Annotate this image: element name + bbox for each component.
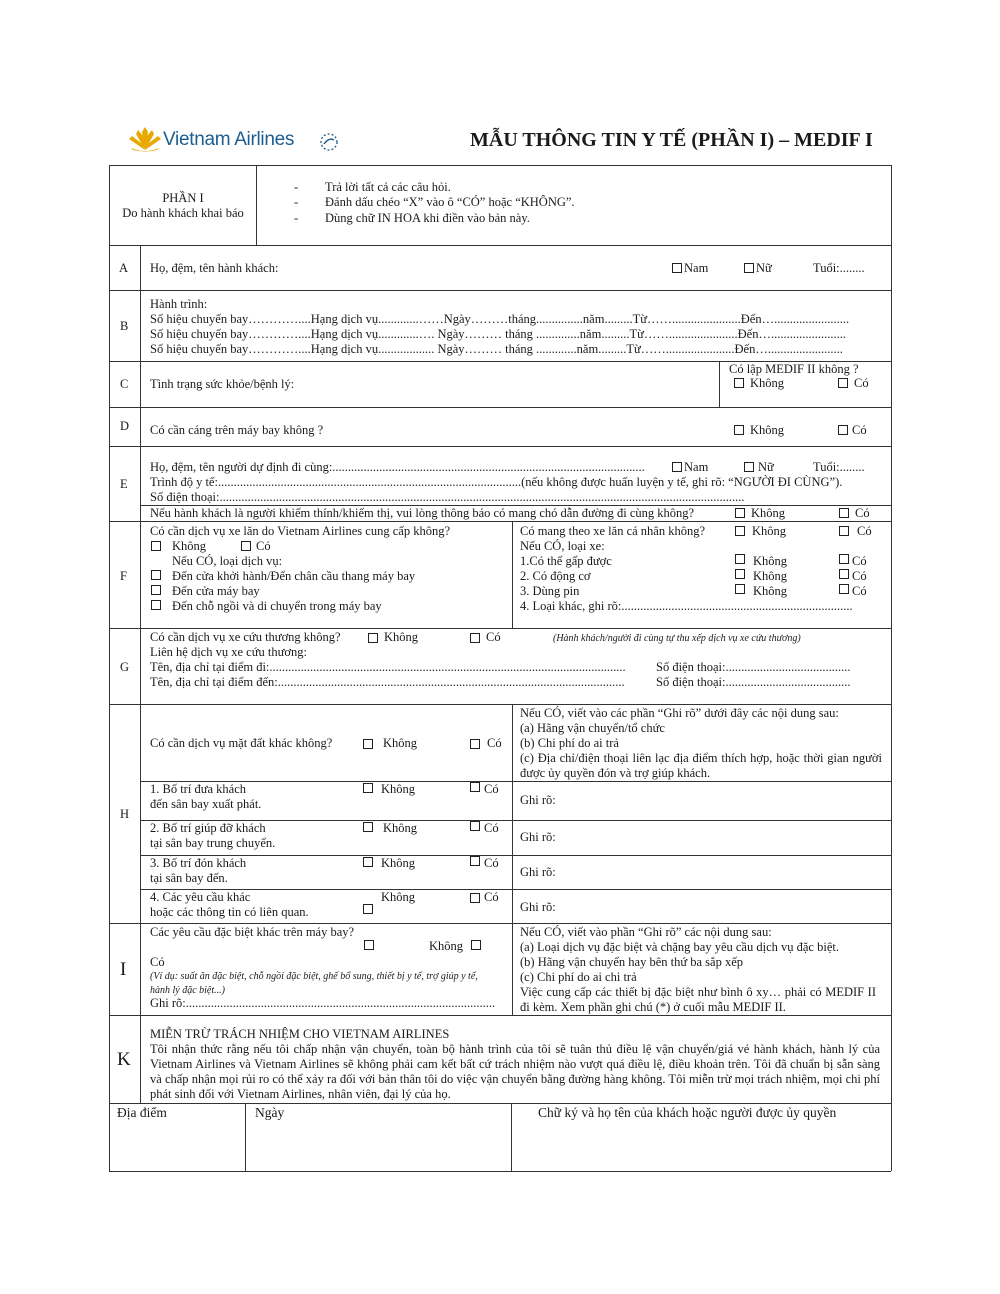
own-wheelchair-question: Có mang theo xe lăn cá nhân không? [520,524,706,538]
wheelchair-no-checkbox[interactable] [151,541,161,551]
ground-item: đến sân bay xuất phát. [150,797,262,811]
bullet: - [294,211,299,225]
section-letter: D [120,419,130,433]
no-label: Không [172,539,207,553]
stretcher-no-checkbox[interactable] [734,425,744,435]
type-no-checkbox[interactable] [735,554,745,564]
no-label: Không [750,376,785,390]
date-field[interactable]: Ngày [255,1105,285,1120]
flight-line[interactable]: Số hiệu chuyến bay…………....Hạng dịch vụ.................. Ngày……… tháng .............năm.........Từ……......................Đến…........................ [150,342,843,356]
yes-label: Có [484,856,499,870]
disclaimer-title: MIỄN TRỪ TRÁCH NHIỆM CHO VIETNAM AIRLINES [150,1027,450,1041]
special-info: Việc cung cấp các thiết bị đặc biệt như bình ô xy… phải có MEDIF II đi kèm. Xem phần ghi chú (*) ở cuối mẫu MEDIF II. [520,985,876,1014]
service-type-label: Nếu CÓ, loại dịch vụ: [172,554,283,568]
section-letter: H [120,807,130,821]
yes-label: Có [484,821,499,835]
yes-label: Có [486,630,501,644]
companion-female-checkbox[interactable] [744,462,754,472]
medif2-question: Có lập MEDIF II không ? [729,362,859,376]
no-label: Không [750,423,785,437]
arrival-phone-field[interactable]: Số điện thoại:........................................ [656,675,851,689]
instruction: Trả lời tất cả các câu hỏi. [325,180,451,194]
service-checkbox[interactable] [151,570,161,580]
yes-label: Có [487,736,502,750]
service-option: Đến cửa khởi hành/Đến chân cầu thang máy bay [172,569,416,583]
companion-male-checkbox[interactable] [672,462,682,472]
item-no-checkbox[interactable] [363,822,373,832]
section-letter: G [120,660,130,674]
part-by: Do hành khách khai báo [122,206,244,220]
wheelchair-type: 3. Dùng pin [520,584,580,598]
female-label: Nữ [758,460,774,474]
yes-label: Có [855,506,870,520]
skyteam-emblem-icon [318,131,340,153]
no-label: Không [383,821,418,835]
service-option: Đến chỗ ngồi và di chuyển trong máy bay [172,599,382,613]
service-checkbox[interactable] [151,585,161,595]
section-letter: C [120,377,129,391]
item-yes-checkbox[interactable] [470,856,480,866]
ambulance-question: Có cần dịch vụ xe cứu thương không? [150,630,341,644]
itinerary-label: Hành trình: [150,297,208,311]
male-label: Nam [684,261,709,275]
yes-label: Có [484,890,499,904]
item-yes-checkbox[interactable] [470,821,480,831]
companion-age-field[interactable]: Tuổi:........ [813,460,865,474]
type-no-checkbox[interactable] [735,584,745,594]
ground-no-checkbox[interactable] [363,739,373,749]
item-no-checkbox[interactable] [363,904,373,914]
special-info: (a) Loại dịch vụ đặc biệt và chặng bay yêu cầu dịch vụ đặc biệt. [520,940,839,954]
male-label: Nam [684,460,709,474]
medical-level-field[interactable]: Trình độ y tế:.................................................................................................(nếu không được huấn luyện y tế, ghi rõ: “NGƯỜI ĐI CÙNG”). [150,475,843,489]
male-checkbox[interactable] [672,263,682,273]
item-yes-checkbox[interactable] [470,893,480,903]
item-no-checkbox[interactable] [363,857,373,867]
wheelchair-type: 2. Có động cơ [520,569,591,583]
place-field[interactable]: Địa điểm [117,1105,167,1120]
ground-item: tại sân bay đến. [150,871,228,885]
ground-item: tại sân bay trung chuyển. [150,836,276,850]
companion-name-field[interactable]: Họ, đệm, tên người dự định đi cùng:.................................................................................................... [150,460,645,474]
note-field[interactable]: Ghi rõ: [520,900,556,914]
wheelchair-question: Có cần dịch vụ xe lăn do Vietnam Airlines cung cấp không? [150,524,450,538]
ambulance-contact-label: Liên hệ dịch vụ xe cứu thương: [150,645,307,659]
yes-label: Có [852,423,867,437]
ambulance-no-checkbox[interactable] [368,633,378,643]
logo-text: Vietnam Airlines [163,129,295,150]
item-no-checkbox[interactable] [363,783,373,793]
flight-line[interactable]: Số hiệu chuyến bay…………....Hạng dịch vụ.............……Ngày………tháng...............năm.........Từ……......................Đến…........................ [150,312,850,326]
no-label: Không [381,782,416,796]
service-checkbox[interactable] [151,600,161,610]
form-title: MẪU THÔNG TIN Y TẾ (PHẦN I) – MEDIF I [470,129,873,151]
stretcher-yes-checkbox[interactable] [838,425,848,435]
passenger-name-label: Họ, đệm, tên hành khách: [150,261,279,275]
own-wheelchair-yes-checkbox[interactable] [839,526,849,536]
yes-label: Có [854,376,869,390]
no-label: Không [381,856,416,870]
guide-dog-yes-checkbox[interactable] [839,508,849,518]
yes-label: Có [857,524,872,538]
no-label: Không [751,506,786,520]
no-label: Không [429,939,464,953]
companion-phone-field[interactable]: Số điện thoại:........................................................................................................................................................................ [150,490,745,504]
special-info: (b) Hãng vận chuyển hay bên thứ ba sắp xếp [520,955,744,969]
ground-service-question: Có cần dịch vụ mặt đất khác không? [150,736,333,750]
type-yes-checkbox[interactable] [839,554,849,564]
medif2-yes-checkbox[interactable] [838,378,848,388]
ground-yes-checkbox[interactable] [470,739,480,749]
ground-info: (c) Địa chỉ/điện thoại liên lạc địa điểm thích hợp, hoặc thời gian người được ủy quyền đón và trợ giúp khách. [520,751,882,780]
departure-phone-field[interactable]: Số điện thoại:........................................ [656,660,851,674]
no-label: Không [753,569,788,583]
yes-label: Có [256,539,271,553]
female-checkbox[interactable] [744,263,754,273]
ground-info: Nếu CÓ, viết vào các phần “Ghi rõ” dưới đây các nội dung sau: [520,706,839,720]
yes-label: Có [484,782,499,796]
note-field[interactable]: Ghi rõ: [520,793,556,807]
other-type-field[interactable]: 4. Loại khác, ghi rõ:.......................................................................... [520,599,853,613]
yes-label: Có [150,955,165,969]
yes-label: Có [852,569,867,583]
lotus-logo-icon [127,126,163,152]
signature-field[interactable]: Chữ ký và họ tên của khách hoặc người được ủy quyền [538,1105,837,1120]
section-letter: F [120,569,127,583]
no-label: Không [381,890,416,904]
service-option: Đến cửa máy bay [172,584,260,598]
special-info: (c) Chi phí do ai chi trả [520,970,637,984]
wheelchair-yes-checkbox[interactable] [241,541,251,551]
no-label: Không [752,524,787,538]
ambulance-yes-checkbox[interactable] [470,633,480,643]
yes-label: Có [852,584,867,598]
note-field[interactable]: Ghi rõ: [520,865,556,879]
ground-item: 3. Bố trí đón khách [150,856,247,870]
no-label: Không [753,584,788,598]
bullet: - [294,195,299,209]
type-yes-checkbox[interactable] [839,569,849,579]
part-label: PHẦN I [162,191,204,205]
special-no-checkbox[interactable] [471,940,481,950]
stretcher-question: Có cần cáng trên máy bay không ? [150,423,324,437]
item-yes-checkbox[interactable] [470,782,480,792]
section-letter: I [120,959,127,980]
section-letter: A [119,261,129,275]
wheelchair-type: 1.Có thể gấp được [520,554,612,568]
ground-item: 1. Bố trí đưa khách [150,782,246,796]
note-field[interactable]: Ghi rõ: [520,830,556,844]
special-example: (Ví dụ: suất ăn đặc biệt, chỗ ngồi đặc biệt, ghế bổ sung, thiết bị y tế, trợ giúp y tế, hành lý đặc biệt...) [150,971,478,996]
health-label[interactable]: Tình trạng sức khỏe/bệnh lý: [150,377,295,391]
flight-line[interactable]: Số hiệu chuyến bay…………....Hạng dịch vụ.............…. Ngày……… tháng ..............năm.........Từ……......................Đến…........................ [150,327,846,341]
section-letter: B [120,319,129,333]
ground-item: 4. Các yêu cầu khác [150,890,251,904]
disclaimer-body: Tôi nhận thức rằng nếu tôi chấp nhận vận chuyển, toàn bộ hành trình của tôi sẽ tuân thủ điều lệ vận chuyển/giá vé hành khách, hành lý của Vietnam Airlines và Vietnam Airlines sẽ không phải cam kết bất cứ trách nhiệm nào vượt quá điều lệ, điều khoản trên. Tôi đã chuẩn bị sẵn sàng và chấp nhận mọi rủi ro có thể xảy ra đối với bản thân tôi do việc vận chuyển bằng đường hàng không. Tôi miễn trừ mọi trách nhiệm, mọi chi phí phát sinh đối với Vietnam Airlines, nhân viên, đại lý của họ. [150,1042,880,1101]
ambulance-note: (Hành khách/người đi cùng tự thu xếp dịch vụ xe cứu thương) [553,633,801,644]
special-request-question: Các yêu cầu đặc biệt khác trên máy bay? [150,925,355,939]
medif2-no-checkbox[interactable] [734,378,744,388]
special-yes-checkbox[interactable] [364,940,374,950]
section-letter: K [117,1049,131,1070]
ground-item: hoặc các thông tin có liên quan. [150,905,309,919]
yes-label: Có [852,554,867,568]
departure-contact-field[interactable]: Tên, địa chỉ tại điểm đi:.................................................................................................................. [150,660,626,674]
type-yes-checkbox[interactable] [839,584,849,594]
section-letter: E [120,477,128,491]
no-label: Không [384,630,419,644]
age-field[interactable]: Tuổi:........ [813,261,865,275]
ground-info: (b) Chi phí do ai trả [520,736,619,750]
guide-dog-no-checkbox[interactable] [735,508,745,518]
special-info: Nếu CÓ, viết vào phần “Ghi rõ” các nội dung sau: [520,925,772,939]
wheelchair-type-label: Nếu CÓ, loại xe: [520,539,605,553]
ground-info: (a) Hãng vận chuyển/tổ chức [520,721,665,735]
female-label: Nữ [756,261,772,275]
ground-item: 2. Bố trí giúp đỡ khách [150,821,266,835]
no-label: Không [383,736,418,750]
own-wheelchair-no-checkbox[interactable] [735,526,745,536]
special-note-field[interactable]: Ghi rõ:................................................................................................... [150,996,496,1010]
guide-dog-question: Nếu hành khách là người khiếm thính/khiếm thị, vui lòng thông báo có mang chó dẫn đường đi cùng không? [150,506,695,520]
bullet: - [294,180,299,194]
arrival-contact-field[interactable]: Tên, địa chỉ tại điểm đến:............................................................................................................... [150,675,625,689]
instruction: Đánh dấu chéo “X” vào ô “CÓ” hoặc “KHÔNG”. [325,195,575,209]
no-label: Không [753,554,788,568]
type-no-checkbox[interactable] [735,569,745,579]
instruction: Dùng chữ IN HOA khi điền vào bản này. [325,211,530,225]
